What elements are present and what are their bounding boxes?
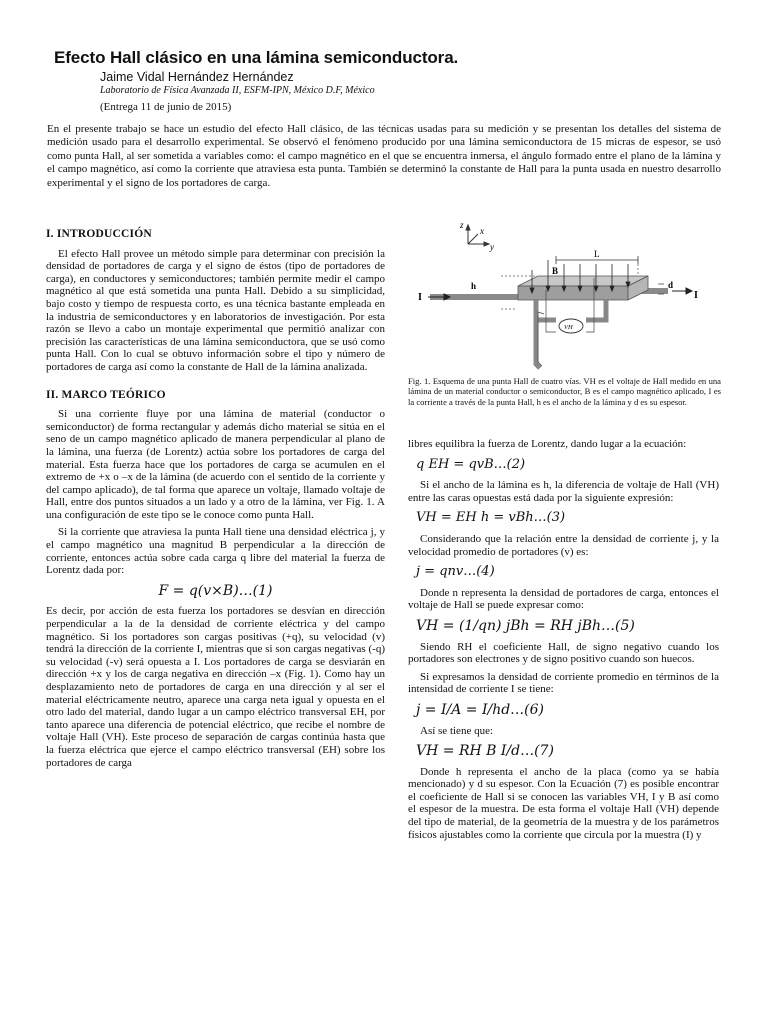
section-heading-introduccion: I. INTRODUCCIÓN: [46, 228, 152, 240]
figure-caption: Fig. 1. Esquema de una punta Hall de cuatro vías. VH es el voltaje de Hall medido en una lámina de un material conductor o semiconductor, B es el campo magnético aplicado, I es la corriente a través de la punta Hall, h es el ancho de la lámina y d es su espesor.: [408, 376, 721, 407]
abstract: En el presente trabajo se hace un estudio del efecto Hall clásico, de las técnicas usadas para su medición y se presentan los detalles del sistema de medición usado para el desarrollo experimental. Se observó el fenómeno producido por una lámina semiconductora de 15 micras de espesor, se usó como punta Hall, al ser sometida a variables como: el campo magnético en el que se encuentra inmersa, el ángulo formado entre el plano de la lámina y el campo magnético, así como la corriente que atraviesa esta punta. También se determinó la constante de Hall para la punta usada en nuestro desarrollo experimental y el signo de los portadores de carga.: [47, 123, 721, 189]
equation-1: F = q(v×B)…(1): [158, 582, 273, 599]
axis-x-label: x: [480, 226, 484, 236]
current-label-left: I: [418, 292, 422, 303]
theory-paragraph-2: Si la corriente que atraviesa la punta Hall tiene una densidad eléctrica j, y el campo magnético una magnitud B perpendicular a la dirección de corriente, entonces actúa sobre cada carga q libre del material la fuerza de Lorentz dada por:: [46, 526, 385, 577]
equation-4: j = qnv…(4): [416, 564, 495, 580]
axis-z-label: z: [460, 220, 464, 230]
right-paragraph-8: Donde h representa el ancho de la placa (como ya se había mencionado) y d su espesor. Con la Ecuación (7) es posible encontrar el coeficiente de Hall si se conocen las variables VH, I y B así como el espesor de la muestra. De esta forma el voltaje Hall (VH) depende del tipo de material, de la geometría de la muestra y de los parámetros físicos ajustables como la corriente que circula por la muestra (I) y: [408, 765, 719, 841]
right-paragraph-7: Así se tiene que:: [420, 724, 494, 737]
hall-voltage-meter-label: VH: [564, 324, 573, 331]
equation-7: VH = RH B I/d…(7): [416, 743, 554, 760]
width-label: h: [471, 281, 477, 291]
right-paragraph-6: Si expresamos la densidad de corriente promedio en términos de la intensidad de corriente I se tiene:: [408, 670, 719, 696]
right-column: [408, 438, 719, 846]
theory-paragraph-1: Si una corriente fluye por una lámina de material (conductor o semiconductor) de forma rectangular y además dicho material se sitúa en el seno de un campo magnético aplicado de manera perpendicular al plano de la lámina, una fuerza (de Lorentz) actúa sobre los portadores de carga del material. Esta fuerza hace que los portadores de carga se acumulen en el extremo de +x o –x de la lámina (de acuerdo con el sentido de la corriente y del campo aplicado), de tal forma que aparece un voltaje, llamado voltaje de Hall, entre dos puntos situados a un lado y a otro de la lámina, ver Fig. 1. A una configuración de este tipo se le conoce como punta Hall.: [46, 408, 385, 521]
author-name: Jaime Vidal Hernández Hernández: [100, 70, 294, 84]
equation-2: q EH = qvB…(2): [416, 456, 526, 472]
submission-date: (Entrega 11 de junio de 2015): [100, 101, 232, 113]
equation-5: VH = (1/qn) jBh = RH jBh…(5): [416, 617, 635, 634]
hall-probe-figure: [406, 214, 721, 376]
equation-3: VH = EH h = vBh…(3): [416, 510, 566, 526]
left-column: [46, 228, 385, 774]
axes-icon: [466, 225, 489, 246]
current-label-right: I: [694, 290, 698, 301]
theory-paragraph-3: Es decir, por acción de esta fuerza los portadores se desvían en dirección perpendicular a la de la densidad de corriente eléctrica y del campo magnético. Si los portadores son cargas positivas (+q), su velocidad (v) tendrá la dirección de la corriente I, mientras que si son cargas negativas (-q) su velocidad (-v) será opuesta a I. Los portadores de carga se desviarán en dirección +x y los de carga negativa en dirección –x (Fig. 1). Como hay un desplazamiento neto de portadores de carga en una dirección y al ser el material eléctricamente neutro, aparece una carga neta igual y opuesta en el otro lado del material, dando lugar a un campo eléctrico transversal EH, por tanto aparece una diferencia de potencial eléctrico, que recibe el nombre de voltaje Hall (VH). Este proceso de separación de cargas continúa hasta que la fuerza eléctrica que ejerce el campo eléctrico transversal (EH) sobre los portadores de carga: [46, 605, 385, 769]
paper-title: Efecto Hall clásico en una lámina semiconductora.: [54, 48, 459, 67]
magnetic-field-label: B: [552, 266, 559, 276]
right-paragraph-1: libres equilibra la fuerza de Lorentz, dando lugar a la ecuación:: [408, 438, 687, 450]
right-paragraph-4: Donde n representa la densidad de portadores de carga, entonces el voltaje de Hall se puede expresar como:: [408, 586, 719, 612]
length-label: L: [594, 249, 600, 259]
affiliation: Laboratorio de Física Avanzada II, ESFM-IPN, México D.F, México: [100, 85, 375, 96]
section-heading-marco-teorico: II. MARCO TEÓRICO: [46, 388, 166, 401]
axis-y-label: y: [490, 242, 494, 252]
right-paragraph-3: Considerando que la relación entre la densidad de corriente j, y la velocidad promedio de portadores (v) es:: [408, 532, 719, 558]
intro-paragraph: El efecto Hall provee un método simple para determinar con precisión la densidad de portadores de carga y el signo de éstos (tipo de portadores de carga), en conductores y semiconductores; también permite medir el campo magnético al que está sometida una punta Hall. Debido a su simplicidad, bajo costo y tiempo de respuesta corto, es una técnica bastante empleada en la industria de semiconductores y en laboratorios de investigación. Por esta razón se llevo a cabo un montaje experimental que permitió analizar con precisión las características de una lámina semiconductora, que se usó como punta Hall. Con lo cual se obtuvo información sobre el tipo y número de portadores de carga así como la constante de Hall de la lámina analizada.: [46, 247, 385, 373]
thickness-label: d: [668, 280, 674, 290]
right-paragraph-5: Siendo RH el coeficiente Hall, de signo negativo cuando los portadores son electrones y de signo positivo cuando son huecos.: [408, 640, 719, 666]
equation-6: j = I/A = I/hd…(6): [416, 701, 545, 718]
right-paragraph-2: Si el ancho de la lámina es h, la diferencia de voltaje de Hall (VH) entre las caras opuestas está dada por la siguiente expresión:: [408, 479, 719, 504]
